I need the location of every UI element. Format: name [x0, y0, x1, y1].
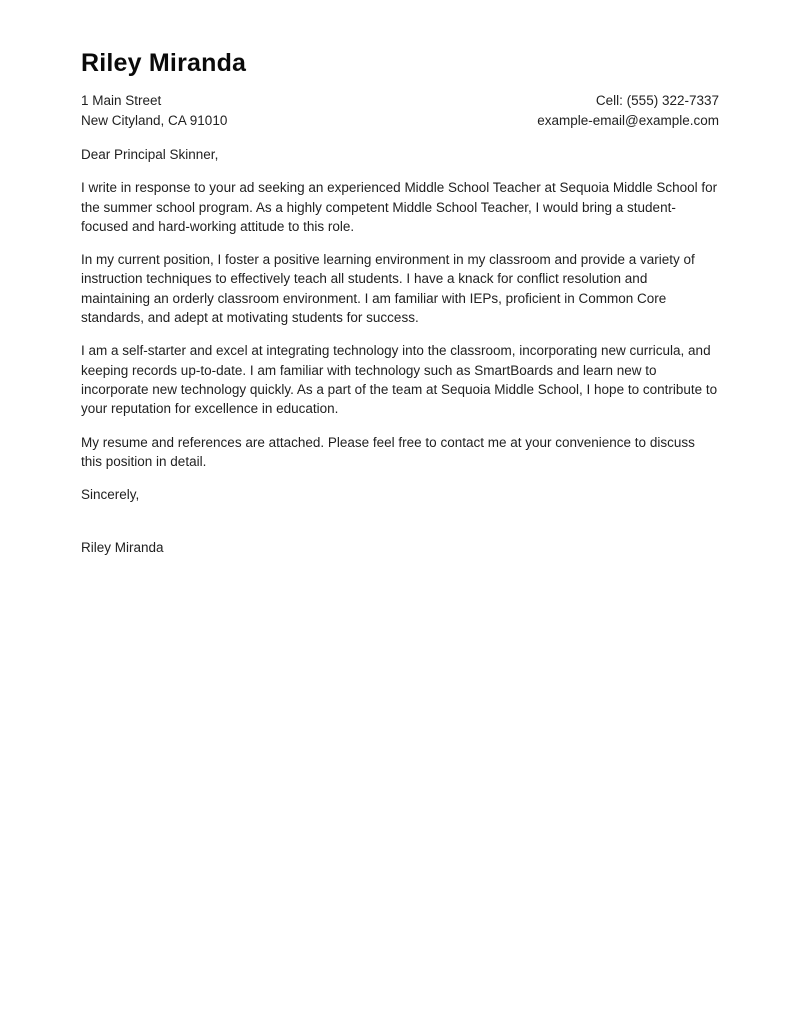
signature-name: Riley Miranda — [81, 540, 164, 556]
paragraph-resume-attached: My resume and references are attached. Please feel free to contact me at your convenience to discuss this position in detail. — [81, 434, 695, 469]
sender-name: Riley Miranda — [81, 49, 247, 77]
address-line-2: New Cityland, CA 91010 — [81, 113, 228, 128]
closing: Sincerely, — [81, 487, 140, 503]
sender-address — [81, 91, 227, 131]
paragraph-introduction: I write in response to your ad seeking an experienced Middle School Teacher at Sequoia Middle School for the summer school program. As a highly competent Middle School Teacher, I would bring a student-focused and hard-working attitude to this role. — [81, 180, 718, 234]
letter-body — [81, 145, 719, 558]
email-address: example-email@example.com — [537, 113, 719, 128]
salutation: Dear Principal Skinner, — [81, 147, 219, 162]
address-line-1: 1 Main Street — [81, 93, 162, 108]
paragraph-current-position: In my current position, I foster a positive learning environment in my classroom and provide a variety of instruction techniques to effectively teach all students. I have a knack for conflict resolution and maintaining an orderly classroom environment. I am familiar with IEPs, proficient in Common Core standards, and adept at motivating students for success. — [81, 252, 695, 326]
phone-number: Cell: (555) 322-7337 — [595, 93, 719, 108]
sender-contact — [537, 91, 719, 131]
contact-block — [81, 91, 719, 131]
paragraph-technology-skills: I am a self-starter and excel at integrating technology into the classroom, incorporating new curricula, and keeping records up-to-date. I am familiar with technology such as SmartBoards and learn new to incorporate new technology quickly. As a part of the team at Sequoia Middle School, I hope to contribute to your reputation for excellence in education. — [81, 343, 718, 417]
letter-header — [81, 49, 719, 131]
